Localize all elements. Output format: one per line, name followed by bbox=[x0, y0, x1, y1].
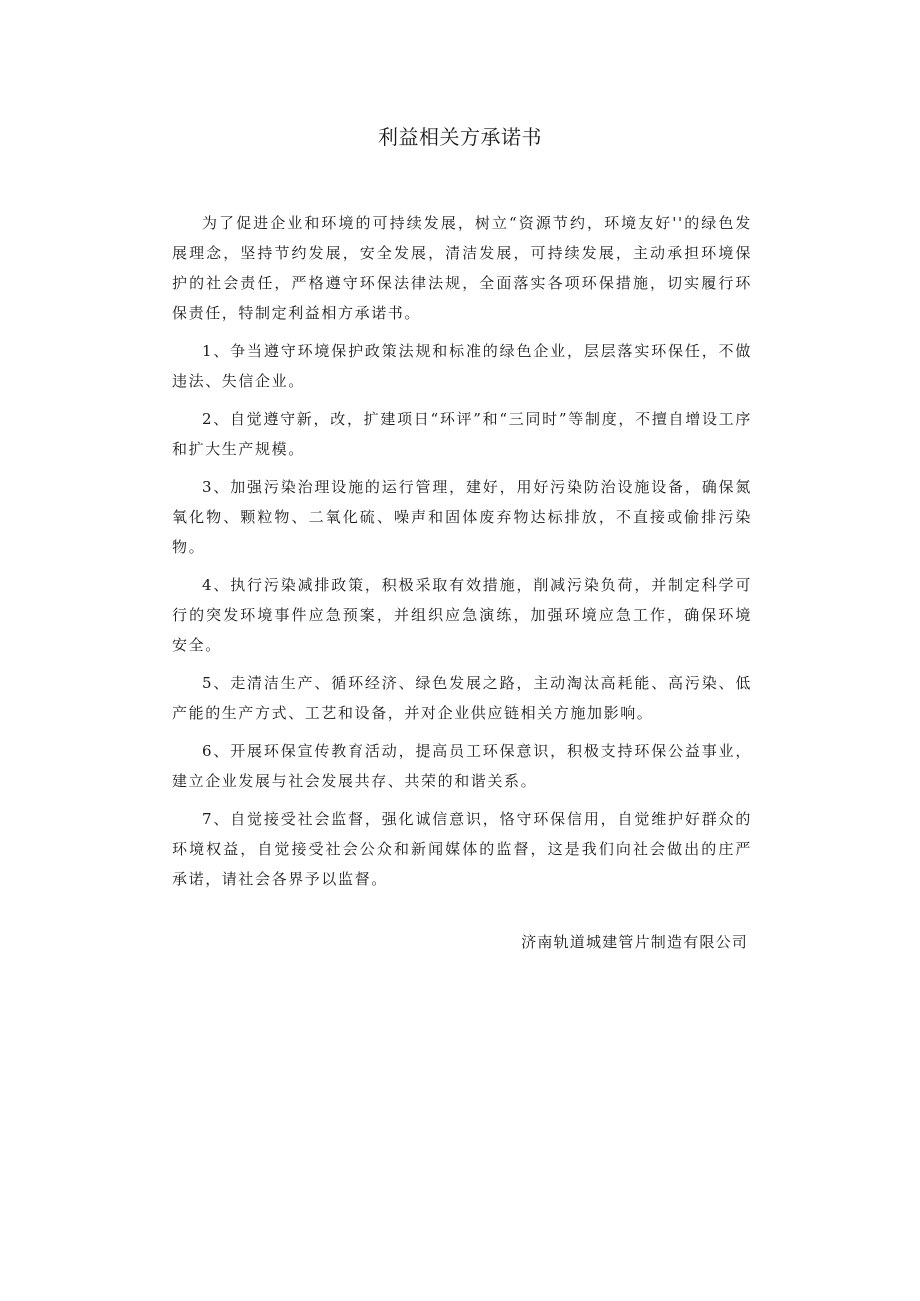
commitment-item-4: 4、执行污染减排政策，积极采取有效措施，削减污染负荷，并制定科学可行的突发环境事件应急预案，并组织应急演练，加强环境应急工作，确保环境安全。 bbox=[172, 576, 752, 654]
document-body bbox=[172, 208, 752, 902]
intro-paragraph: 为了促进企业和环境的可持续发展，树立“资源节约，环境友好''的绿色发展理念，坚持节约发展，安全发展，清洁发展，可持续发展，主动承担环境保护的社会责任，严格遵守环保法律法规，全面落实各项环保措施，切实履行环保责任，特制定利益相方承诺书。 bbox=[172, 214, 752, 322]
company-signature: 济南轨道城建管片制造有限公司 bbox=[521, 933, 748, 951]
commitment-item-6: 6、开展环保宣传教育活动，提高员工环保意识，积极支持环保公益事业，建立企业发展与社会发展共存、共荣的和谐关系。 bbox=[172, 742, 752, 790]
commitment-item-7: 7、自觉接受社会监督，强化诚信意识，恪守环保信用，自觉维护好群众的环境权益，自觉接受社会公众和新闻媒体的监督，这是我们向社会做出的庄严承诺，请社会各界予以监督。 bbox=[172, 810, 752, 888]
document-title: 利益相关方承诺书 bbox=[378, 125, 542, 149]
commitment-item-1: 1、争当遵守环境保护政策法规和标准的绿色企业，层层落实环保任，不做违法、失信企业。 bbox=[172, 342, 752, 390]
commitment-item-3: 3、加强污染治理设施的运行管理，建好，用好污染防治设施设备，确保氮氧化物、颗粒物、二氧化硫、噪声和固体废弃物达标排放，不直接或偷排污染物。 bbox=[172, 478, 752, 556]
commitment-item-2: 2、自觉遵守新，改，扩建项日“环评”和“三同时”等制度，不擅自增设工序和扩大生产规模。 bbox=[172, 410, 752, 458]
commitment-item-5: 5、走清洁生产、循环经济、绿色发展之路，主动淘汰高耗能、高污染、低产能的生产方式、工艺和设备，并对企业供应链相关方施加影响。 bbox=[172, 674, 752, 722]
